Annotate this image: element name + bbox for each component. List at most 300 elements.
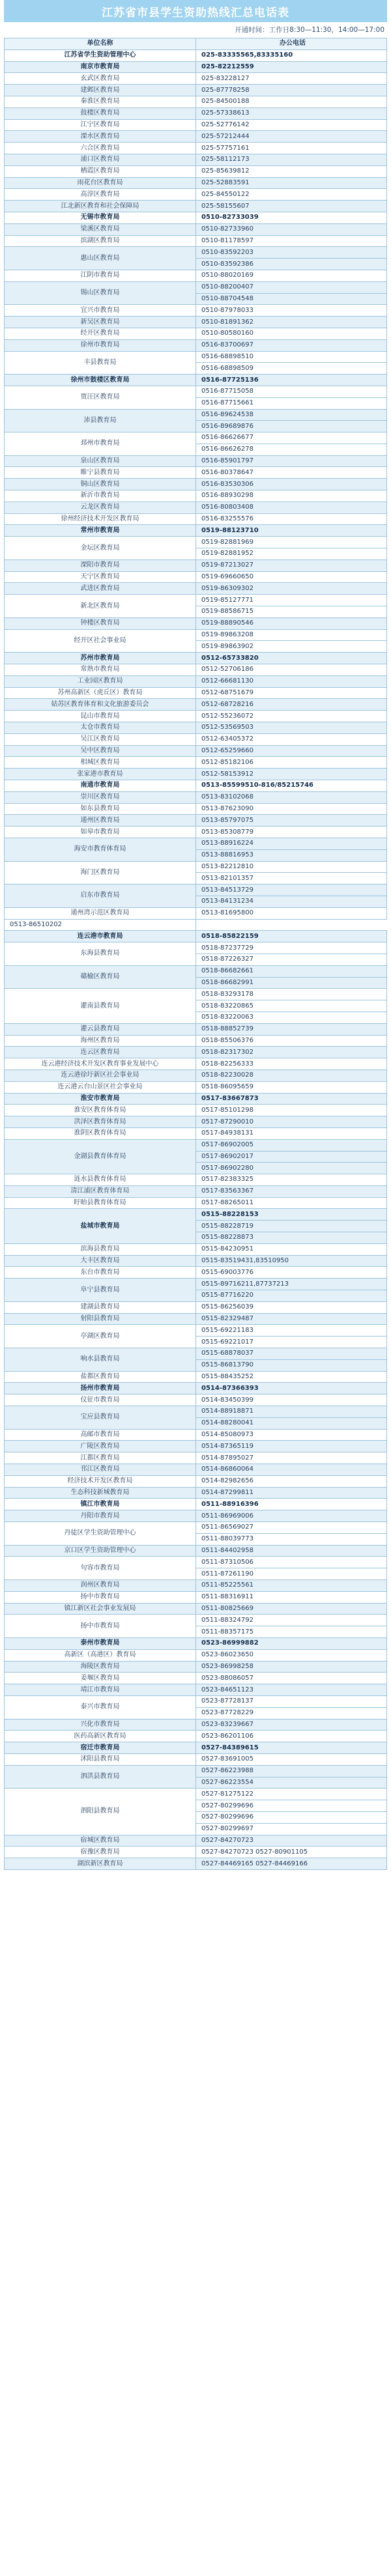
unit-name-cell: 邳州市教育局 <box>5 432 196 456</box>
unit-name-cell: 锡山区教育局 <box>5 281 196 305</box>
office-phone-cell: 0510-81178597 <box>196 235 387 247</box>
unit-name-cell: 启东市教育局 <box>5 885 196 908</box>
office-phone-cell: 0514-83450399 <box>196 1394 387 1406</box>
table-row <box>5 1695 387 1707</box>
unit-name-cell: 丰县教育局 <box>5 351 196 375</box>
office-phone-cell: 0511-85225561 <box>196 1579 387 1591</box>
table-row <box>5 1742 387 1754</box>
table-row <box>5 1731 387 1742</box>
unit-name-cell: 淮安市教育局 <box>5 1093 196 1105</box>
table-row <box>5 1858 387 1870</box>
table-row <box>5 119 387 131</box>
table-row <box>5 1499 387 1510</box>
unit-name-cell: 生态科技新城教育局 <box>5 1487 196 1499</box>
unit-name-cell: 金坛区教育局 <box>5 537 196 560</box>
office-phone-cell: 0518-86682661 <box>196 965 387 977</box>
unit-name-cell: 玄武区教育局 <box>5 73 196 85</box>
office-phone-cell: 0516-88930298 <box>196 490 387 502</box>
table-row <box>5 769 387 780</box>
table-row <box>5 201 387 212</box>
office-phone-cell: 025-52883591 <box>196 177 387 189</box>
table-row <box>5 827 387 838</box>
table-row <box>5 1673 387 1684</box>
office-phone-cell: 0512-65259660 <box>196 745 387 757</box>
office-phone-cell: 0510-81891362 <box>196 317 387 328</box>
office-phone-cell: 0513-83102068 <box>196 791 387 803</box>
unit-name-cell: 盱眙县教育体育局 <box>5 1197 196 1209</box>
office-phone-cell: 0518-83220063 <box>196 1012 387 1023</box>
office-phone-cell: 0511-88039773 <box>196 1533 387 1545</box>
office-phone-cell: 0516-80378647 <box>196 467 387 479</box>
table-row <box>5 1452 387 1464</box>
table-row <box>5 1441 387 1452</box>
unit-name-cell: 连云港市教育局 <box>5 931 196 942</box>
office-phone-cell: 0523-87728229 <box>196 1707 387 1719</box>
table-row <box>5 73 387 85</box>
office-phone-cell: 0518-82230028 <box>196 1069 387 1081</box>
office-phone-cell: 0516-68898509 <box>196 363 387 375</box>
office-phone-cell: 0519-87213027 <box>196 559 387 571</box>
unit-name-cell: 东台市教育局 <box>5 1267 196 1279</box>
table-row <box>5 351 387 363</box>
office-phone-cell: 0515-88435252 <box>196 1371 387 1383</box>
office-phone-cell: 0512-58153912 <box>196 769 387 780</box>
office-phone-cell: 0519-89863208 <box>196 629 387 641</box>
unit-name-cell: 泰兴市教育局 <box>5 1695 196 1719</box>
unit-name-cell: 溧水区教育局 <box>5 131 196 143</box>
office-phone-cell: 0513-88916224 <box>196 838 387 849</box>
table-row <box>5 745 387 757</box>
unit-name-cell: 鼓楼区教育局 <box>5 107 196 119</box>
table-row <box>5 375 387 386</box>
table-row <box>5 722 387 734</box>
office-phone-cell: 0518-82317302 <box>196 1047 387 1058</box>
unit-name-cell: 海陵区教育局 <box>5 1661 196 1673</box>
table-row <box>5 1383 387 1394</box>
office-phone-cell: 0518-83220865 <box>196 1000 387 1012</box>
office-phone-cell: 0523-88086057 <box>196 1673 387 1684</box>
office-phone-cell: 0519-88586715 <box>196 606 387 618</box>
unit-name-cell: 淮安区教育体育局 <box>5 1105 196 1116</box>
unit-name-cell: 句容市教育局 <box>5 1557 196 1580</box>
office-phone-cell: 025-83335565,83335160 <box>196 50 387 61</box>
office-phone-cell: 025-52776142 <box>196 119 387 131</box>
office-phone-cell: 0516-87715661 <box>196 397 387 409</box>
office-phone-cell: 0510-88200407 <box>196 281 387 293</box>
office-phone-cell: 0512-53569503 <box>196 722 387 734</box>
office-phone-cell: 0517-87290010 <box>196 1116 387 1128</box>
office-phone-cell: 025-84550122 <box>196 189 387 201</box>
table-row <box>5 212 387 223</box>
unit-name-cell: 姜堰区教育局 <box>5 1673 196 1684</box>
table-row <box>5 189 387 201</box>
office-phone-cell: 0513-85797075 <box>196 815 387 827</box>
unit-name-cell: 新吴区教育局 <box>5 317 196 328</box>
table-row <box>5 1058 387 1070</box>
table-row <box>5 1406 387 1418</box>
unit-name-cell: 吴中区教育局 <box>5 745 196 757</box>
office-phone-cell: 0513-85308779 <box>196 827 387 838</box>
unit-name-cell: 丹徒区学生资助管理中心 <box>5 1522 196 1546</box>
unit-name-cell: 张家港市教育局 <box>5 769 196 780</box>
office-phone-cell: 0512-68728216 <box>196 699 387 711</box>
office-phone-cell: 025-58112173 <box>196 154 387 165</box>
table-row <box>5 757 387 769</box>
table-row <box>5 61 387 73</box>
unit-name-cell: 江都区教育局 <box>5 1452 196 1464</box>
table-row <box>5 1464 387 1476</box>
unit-name-cell: 通州区教育局 <box>5 815 196 827</box>
office-phone-cell: 0513-82212810 <box>196 861 387 873</box>
office-phone-cell: 0515-88228153 <box>196 1209 387 1221</box>
page-title: 江苏省市县学生资助热线汇总电话表 <box>4 0 387 22</box>
table-row <box>5 1487 387 1499</box>
table-row <box>5 711 387 722</box>
unit-name-cell: 兴化市教育局 <box>5 1719 196 1731</box>
unit-name-cell: 盐都区教育局 <box>5 1371 196 1383</box>
office-phone-cell: 0516-86626278 <box>196 444 387 455</box>
table-row <box>5 653 387 664</box>
unit-name-cell: 经开区社会事业局 <box>5 629 196 653</box>
office-phone-cell: 0515-68878037 <box>196 1348 387 1360</box>
unit-name-cell: 苏州高新区（虎丘区）教育局 <box>5 687 196 699</box>
office-phone-cell: 0527-81275122 <box>196 1789 387 1800</box>
office-phone-cell: 0516-83530306 <box>196 479 387 490</box>
unit-name-cell: 广陵区教育局 <box>5 1441 196 1452</box>
table-row <box>5 455 387 467</box>
table-row <box>5 305 387 317</box>
unit-name-cell: 经开区教育局 <box>5 328 196 339</box>
unit-name-cell: 南京市教育局 <box>5 61 196 73</box>
office-phone-cell: 0516-86626677 <box>196 432 387 444</box>
office-phone-cell: 0513-82101357 <box>196 873 387 885</box>
table-row <box>5 1174 387 1186</box>
table-row <box>5 386 387 397</box>
office-phone-cell: 0523-86999882 <box>196 1637 387 1649</box>
office-phone-cell: 0519-82881969 <box>196 537 387 548</box>
unit-name-cell: 昆山市教育局 <box>5 711 196 722</box>
office-phone-cell: 0516-85901797 <box>196 455 387 467</box>
unit-name-cell: 宿城区教育局 <box>5 1835 196 1847</box>
table-row <box>5 107 387 119</box>
unit-name-cell: 惠山区教育局 <box>5 247 196 270</box>
table-row <box>5 1475 387 1487</box>
unit-name-cell: 清江浦区教育体育局 <box>5 1185 196 1197</box>
office-phone-cell: 0511-86569027 <box>196 1522 387 1534</box>
table-row <box>5 1185 387 1197</box>
office-phone-cell: 0516-83255576 <box>196 513 387 525</box>
table-row <box>5 490 387 502</box>
unit-name-cell: 润州区教育局 <box>5 1579 196 1591</box>
office-phone-cell: 0517-83667873 <box>196 1093 387 1105</box>
unit-name-cell: 高淳区教育局 <box>5 189 196 201</box>
office-phone-cell: 0514-87299811 <box>196 1487 387 1499</box>
unit-name-cell: 云龙区教育局 <box>5 502 196 513</box>
unit-name-cell: 徐州市教育局 <box>5 339 196 351</box>
table-row <box>5 687 387 699</box>
office-phone-cell: 0523-83239667 <box>196 1719 387 1731</box>
office-phone-cell: 0510-88704548 <box>196 293 387 305</box>
office-phone-cell: 025-83228127 <box>196 73 387 85</box>
table-row <box>5 1753 387 1765</box>
table-row <box>5 989 387 1000</box>
unit-name-cell: 梁溪区教育局 <box>5 223 196 235</box>
office-phone-cell: 0527-84270723 0527-80901105 <box>196 1847 387 1858</box>
unit-name-cell: 京口区学生资助管理中心 <box>5 1545 196 1557</box>
office-phone-cell: 0516-89689876 <box>196 421 387 432</box>
unit-name-cell: 灌南县教育局 <box>5 989 196 1023</box>
unit-name-cell: 滨海县教育局 <box>5 1243 196 1255</box>
table-row <box>5 1209 387 1221</box>
unit-name-cell: 连云港经济技术开发区教育事业发展中心 <box>5 1058 196 1070</box>
table-row <box>5 571 387 583</box>
table-row <box>5 595 387 606</box>
unit-name-cell: 亭湖区教育局 <box>5 1325 196 1348</box>
unit-name-cell: 盐城市教育局 <box>5 1209 196 1243</box>
unit-name-cell: 沭阳县教育局 <box>5 1753 196 1765</box>
office-phone-cell: 0515-69003776 <box>196 1267 387 1279</box>
unit-name-cell: 铜山区教育局 <box>5 479 196 490</box>
office-phone-cell: 0527-86223554 <box>196 1777 387 1789</box>
table-row <box>5 467 387 479</box>
unit-name-cell: 如皋市教育局 <box>5 827 196 838</box>
office-phone-cell: 0527-80299696 <box>196 1811 387 1823</box>
unit-name-cell: 吴江区教育局 <box>5 733 196 745</box>
office-phone-cell: 0513-87623090 <box>196 803 387 815</box>
office-phone-cell: 0517-85101298 <box>196 1105 387 1116</box>
unit-name-cell: 浦口区教育局 <box>5 154 196 165</box>
unit-name-cell: 泗阳县教育局 <box>5 1789 196 1835</box>
header-unit-name: 单位名称 <box>5 38 196 50</box>
office-phone-cell: 0519-88890546 <box>196 617 387 629</box>
unit-name-cell: 崇川区教育局 <box>5 791 196 803</box>
unit-name-cell: 海门区教育局 <box>5 861 196 885</box>
office-phone-cell: 0515-69221017 <box>196 1337 387 1348</box>
unit-name-cell: 连云港云台山景区社会事业局 <box>5 1081 196 1093</box>
table-row <box>5 838 387 849</box>
table-row <box>5 885 387 896</box>
office-phone-cell: 0527-80299696 <box>196 1800 387 1812</box>
unit-name-cell: 贾汪区教育局 <box>5 386 196 409</box>
office-phone-cell: 0516-87725136 <box>196 375 387 386</box>
office-phone-cell: 0527-86223988 <box>196 1765 387 1777</box>
table-row <box>5 803 387 815</box>
table-row <box>5 1081 387 1093</box>
hotline-table <box>4 38 387 1870</box>
office-phone-cell: 0511-88324792 <box>196 1615 387 1626</box>
unit-name-cell: 睢宁县教育局 <box>5 467 196 479</box>
table-row <box>5 583 387 595</box>
office-phone-cell: 0519-82881952 <box>196 548 387 560</box>
table-row <box>5 85 387 96</box>
table-row <box>5 664 387 676</box>
table-row <box>5 1684 387 1696</box>
unit-name-cell: 连云港徐圩新区社会事业局 <box>5 1069 196 1081</box>
office-phone-cell: 0511-84402958 <box>196 1545 387 1557</box>
office-phone-cell: 0519-88123710 <box>196 525 387 537</box>
table-row <box>5 1649 387 1661</box>
office-phone-cell: 0516-89624538 <box>196 409 387 421</box>
table-row <box>5 1267 387 1279</box>
office-phone-cell: 0519-89863902 <box>196 641 387 653</box>
office-phone-cell: 0512-55236072 <box>196 711 387 722</box>
office-phone-cell: 0515-86256039 <box>196 1301 387 1313</box>
table-row <box>5 1325 387 1337</box>
table-row <box>5 1023 387 1035</box>
table-row <box>5 1579 387 1591</box>
office-phone-cell: 0516-83700697 <box>196 339 387 351</box>
office-phone-cell: 0515-88228873 <box>196 1232 387 1244</box>
table-row <box>5 1035 387 1047</box>
office-phone-cell: 0518-83293178 <box>196 989 387 1000</box>
office-phone-cell: 0510-83592203 <box>196 247 387 259</box>
unit-name-cell: 丹阳市教育局 <box>5 1510 196 1522</box>
table-row <box>5 1371 387 1383</box>
office-phone-cell: 025-84500188 <box>196 96 387 107</box>
unit-name-cell: 沛县教育局 <box>5 409 196 432</box>
office-phone-cell: 0517-82383325 <box>196 1174 387 1186</box>
office-phone-cell: 0510-82733960 <box>196 223 387 235</box>
unit-name-cell: 无锡市教育局 <box>5 212 196 223</box>
unit-name-cell: 苏州市教育局 <box>5 653 196 664</box>
office-phone-cell: 0517-84938131 <box>196 1127 387 1139</box>
unit-name-cell: 阜宁县教育局 <box>5 1279 196 1302</box>
table-row <box>5 617 387 629</box>
office-phone-cell: 0517-86902005 <box>196 1139 387 1151</box>
table-row <box>5 513 387 525</box>
table-row <box>5 1637 387 1649</box>
unit-name-cell: 如东县教育局 <box>5 803 196 815</box>
table-row <box>5 479 387 490</box>
unit-name-cell: 扬州市教育局 <box>5 1383 196 1394</box>
unit-name-cell: 江宁区教育局 <box>5 119 196 131</box>
unit-name-cell: 新北区教育局 <box>5 595 196 618</box>
office-phone-cell: 025-58155607 <box>196 201 387 212</box>
office-phone-cell: 0516-80803408 <box>196 502 387 513</box>
unit-name-cell: 雨花台区教育局 <box>5 177 196 189</box>
office-phone-cell: 0515-86813790 <box>196 1359 387 1371</box>
table-row <box>5 1429 387 1441</box>
office-phone-cell: 0523-84651123 <box>196 1684 387 1696</box>
table-row <box>5 1116 387 1128</box>
table-row <box>5 235 387 247</box>
table-row <box>5 281 387 293</box>
office-phone-cell: 0512-65733820 <box>196 653 387 664</box>
table-row <box>5 965 387 977</box>
table-row <box>5 1139 387 1151</box>
office-phone-cell: 025-85639812 <box>196 165 387 177</box>
office-phone-cell: 0514-86860064 <box>196 1464 387 1476</box>
unit-name-cell: 海州区教育局 <box>5 1035 196 1047</box>
table-row <box>5 675 387 687</box>
table-row <box>5 1093 387 1105</box>
office-phone-cell: 0523-86998258 <box>196 1661 387 1673</box>
unit-name-cell: 宿豫区教育局 <box>5 1847 196 1858</box>
office-phone-cell: 0518-88852739 <box>196 1023 387 1035</box>
office-phone-cell: 0514-85080973 <box>196 1429 387 1441</box>
table-row <box>5 1847 387 1858</box>
office-phone-cell: 0510-80580160 <box>196 328 387 339</box>
unit-name-cell: 仪征市教育局 <box>5 1394 196 1406</box>
office-phone-cell: 0517-83563367 <box>196 1185 387 1197</box>
table-row <box>5 1105 387 1116</box>
table-row <box>5 1615 387 1626</box>
unit-name-cell: 高新区（高港区）教育局 <box>5 1649 196 1661</box>
unit-name-cell: 工业园区教育局 <box>5 675 196 687</box>
table-row <box>5 861 387 873</box>
office-phone-cell: 0514-88280041 <box>196 1417 387 1429</box>
table-row <box>5 699 387 711</box>
unit-name-cell: 海安市教育体育局 <box>5 838 196 861</box>
office-phone-cell: 0515-82329487 <box>196 1313 387 1325</box>
office-phone-cell: 0518-86682991 <box>196 977 387 989</box>
table-row <box>5 1313 387 1325</box>
office-phone-cell: 0511-86969006 <box>196 1510 387 1522</box>
table-row <box>5 1279 387 1290</box>
office-phone-cell: 0513-85599510-816/85215746 <box>196 780 387 792</box>
table-row <box>5 270 387 281</box>
unit-name-cell: 邗江区教育局 <box>5 1464 196 1476</box>
table-row <box>5 1127 387 1139</box>
table-row <box>5 502 387 513</box>
office-phone-cell: 0516-68898510 <box>196 351 387 363</box>
office-phone-cell: 0514-87366393 <box>196 1383 387 1394</box>
office-phone-cell: 025-82212559 <box>196 61 387 73</box>
table-row <box>5 942 387 954</box>
table-row <box>5 780 387 792</box>
office-phone-cell: 0518-87226327 <box>196 954 387 965</box>
table-row <box>5 317 387 328</box>
office-phone-cell: 0511-87310506 <box>196 1557 387 1568</box>
table-row <box>5 177 387 189</box>
office-phone-cell: 0518-85506376 <box>196 1035 387 1047</box>
office-phone-cell: 0511-88916396 <box>196 1499 387 1510</box>
office-phone-cell: 025-57212444 <box>196 131 387 143</box>
unit-name-cell: 连云区教育局 <box>5 1047 196 1058</box>
unit-name-cell: 武进区教育局 <box>5 583 196 595</box>
table-row <box>5 1243 387 1255</box>
table-row <box>5 559 387 571</box>
office-phone-cell: 0523-86023650 <box>196 1649 387 1661</box>
table-row <box>5 629 387 641</box>
unit-name-cell: 姑苏区教育体育和文化旅游委员会 <box>5 699 196 711</box>
office-phone-cell: 0517-86902017 <box>196 1151 387 1163</box>
office-phone-cell: 025-57757161 <box>196 143 387 154</box>
table-row <box>5 1394 387 1406</box>
table-row <box>5 131 387 143</box>
unit-name-cell: 镇江新区社会事业发展局 <box>5 1603 196 1615</box>
office-phone-cell: 0512-85182106 <box>196 757 387 769</box>
unit-name-cell: 徐州经济技术开发区教育局 <box>5 513 196 525</box>
table-row <box>5 733 387 745</box>
office-phone-cell: 0527-80299697 <box>196 1823 387 1835</box>
office-phone-cell: 025-57338613 <box>196 107 387 119</box>
unit-name-cell: 赣榆区教育局 <box>5 965 196 989</box>
office-phone-cell: 0512-66681130 <box>196 675 387 687</box>
table-row <box>5 919 387 931</box>
office-phone-cell: 0517-88265011 <box>196 1197 387 1209</box>
office-phone-cell: 0510-83592386 <box>196 259 387 270</box>
office-phone-cell: 0519-69660650 <box>196 571 387 583</box>
unit-name-cell: 响水县教育局 <box>5 1348 196 1372</box>
office-phone-cell: 0511-87261190 <box>196 1568 387 1580</box>
unit-name-cell: 宜兴市教育局 <box>5 305 196 317</box>
unit-name-cell: 灌云县教育局 <box>5 1023 196 1035</box>
unit-name-cell: 通州湾示范区教育局 <box>5 907 196 919</box>
office-phone-cell: 0523-87728137 <box>196 1695 387 1707</box>
unit-name-cell: 扬中市教育局 <box>5 1591 196 1603</box>
table-row <box>5 143 387 154</box>
